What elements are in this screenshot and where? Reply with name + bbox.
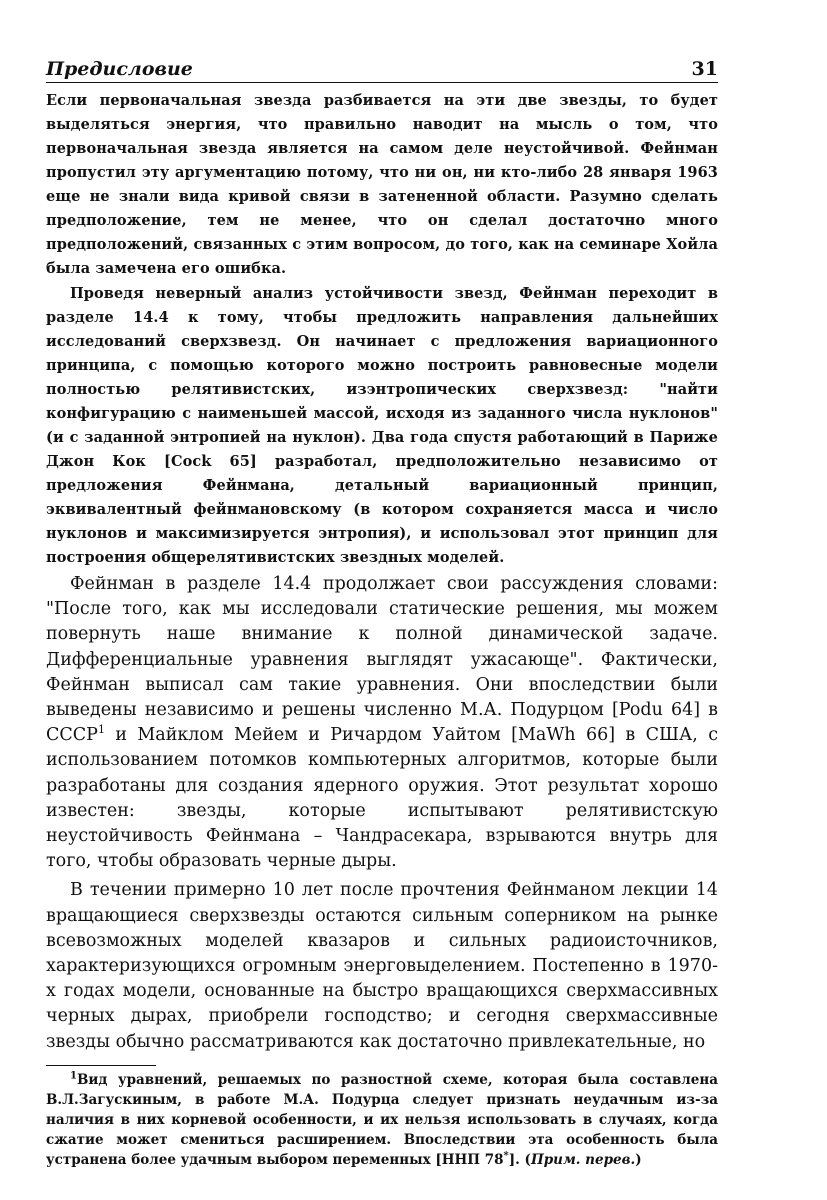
chapter-title: Предисловие [46,58,193,80]
footnote-end: ) [635,1151,642,1168]
small-print-block [46,89,718,570]
paragraph-4: В течении примерно 10 лет после прочтения Фейнманом лекции 14 вращающиеся сверхзвезды остаются сильным соперником на рынке всевозможных моделей квазаров и сильных радиоисточников, характеризующихся огромным энерговыделением. Постепенно в 1970-х годах модели, основанные на быстро вращающихся сверхмассивных черных дырах, приобрели господство; и сегодня сверхмассивные звезды обычно рассматриваются как достаточно привлекательные, но [46,880,718,1052]
paragraph-3 [46,572,718,874]
footnote-divider [46,1065,156,1066]
footnote-star: * [503,1150,509,1162]
main-text-block [46,572,718,1055]
page-number: 31 [691,58,718,80]
footnote-close: ]. ( [508,1151,531,1168]
paragraph-3-text-a: Фейнман в разделе 14.4 продолжает свои рассуждения словами: "После того, как мы исследовали статические решения, мы можем повернуть наше внимание к полной динамической задаче. Дифференциальные уравнения выглядят ужасающе". Фактически, Фейнман выписал сам такие уравнения. Они впоследствии были выведены независимо и решены численно М.А. Подурцом [Podu 64] в СССР [46,574,718,746]
translator-note: Прим. перев. [530,1151,636,1168]
footnote-ref: 1 [97,723,105,737]
running-header [46,50,718,83]
footnote-mark: 1 [70,1070,77,1082]
paragraph-2: Проведя неверный анализ устойчивости звезд, Фейнман переходит в разделе 14.4 к тому, чтобы предложить направления дальнейших исследований сверхзвезд. Он начинает с предложения вариационного принципа, с помощью которого можно построить равновесные модели полностью релятивистских, изэнтропических сверхзвезд: "найти конфигурацию с наименьшей массой, исходя из заданного числа нуклонов" (и с заданной энтропией на нуклон). Два года спустя работающий в Париже Джон Кок [Cock 65] разработал, предположительно независимо от предложения Фейнмана, детальный вариационный принцип, эквивалентный фейнмановскому (в котором сохраняется масса и число нуклонов и максимизируется энтропия), и использовал этот принцип для построения общерелятивистских звездных моделей. [46,285,718,566]
book-page [46,50,718,1170]
footnote-text: Вид уравнений, решаемых по разностной схеме, которая была составлена В.Л.Загускиным, в работе М.А. Подурца следует признать неудачным из-за наличия в них корневой особенности, и их нельзя использовать в случаях, когда сжатие может смениться расширением. Впоследствии эта особенность была устранена более удачным выбором переменных [ННП 78 [46,1071,718,1168]
paragraph-1: Если первоначальная звезда разбивается на эти две звезды, то будет выделяться энергия, что правильно наводит на мысль о том, что первоначальная звезда является на самом деле неустойчивой. Фейнман пропустил эту аргументацию потому, что ни он, ни кто-либо 28 января 1963 еще не знали вида кривой связи в затененной области. Разумно сделать предположение, тем не менее, что он сделал достаточно много предположений, связанных с этим вопросом, до того, как на семинаре Хойла была замечена его ошибка. [46,92,718,277]
footnote [46,1070,718,1170]
paragraph-3-text-b: и Майклом Мейем и Ричардом Уайтом [MaWh 66] в США, с использованием потомков компьютерных алгоритмов, которые были разработаны для создания ядерного оружия. Этот результат хорошо известен: звезды, которые испытывают релятивистскую неустойчивость Фейнмана – Чандрасекара, взрываются внутрь для того, чтобы образовать черные дыры. [46,725,718,872]
